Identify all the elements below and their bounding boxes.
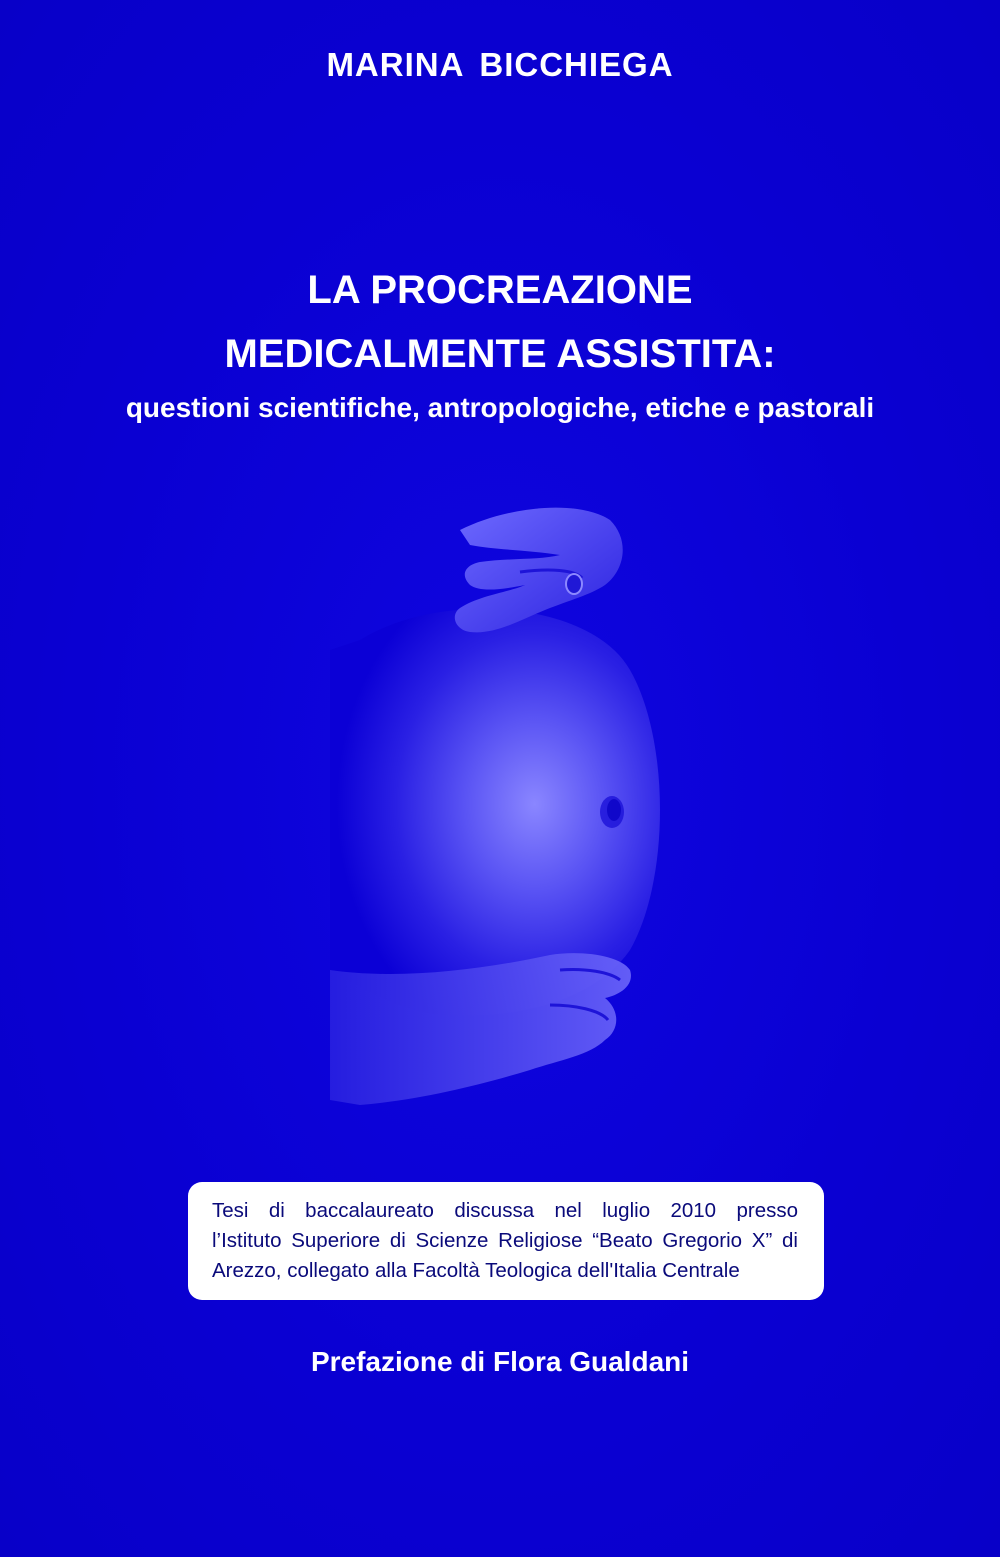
thesis-note-line-1: Tesi di baccalaureato discussa nel luglio 2010 presso — [212, 1199, 798, 1222]
preface-credit: Prefazione di Flora Gualdani — [310, 1346, 690, 1377]
thesis-note-line-3: Arezzo, collegato alla Facoltà Teologica dell'Italia Centrale — [212, 1259, 740, 1282]
title-line-2: MEDICALMENTE ASSISTITA: — [224, 332, 776, 376]
lower-hand-shape — [330, 953, 631, 1105]
thesis-note-line-2: l’Istituto Superiore di Scienze Religiose “Beato Gregorio X” di — [212, 1229, 798, 1252]
subtitle: questioni scientifiche, antropologiche, etiche e pastorali — [125, 392, 875, 423]
pregnant-belly-photo — [320, 500, 680, 1110]
author-name: MARINA BICCHIEGA — [326, 46, 674, 83]
title-line-1: LA PROCREAZIONE — [307, 268, 693, 312]
ring-shape — [566, 574, 582, 594]
thesis-note-box — [188, 1182, 824, 1300]
